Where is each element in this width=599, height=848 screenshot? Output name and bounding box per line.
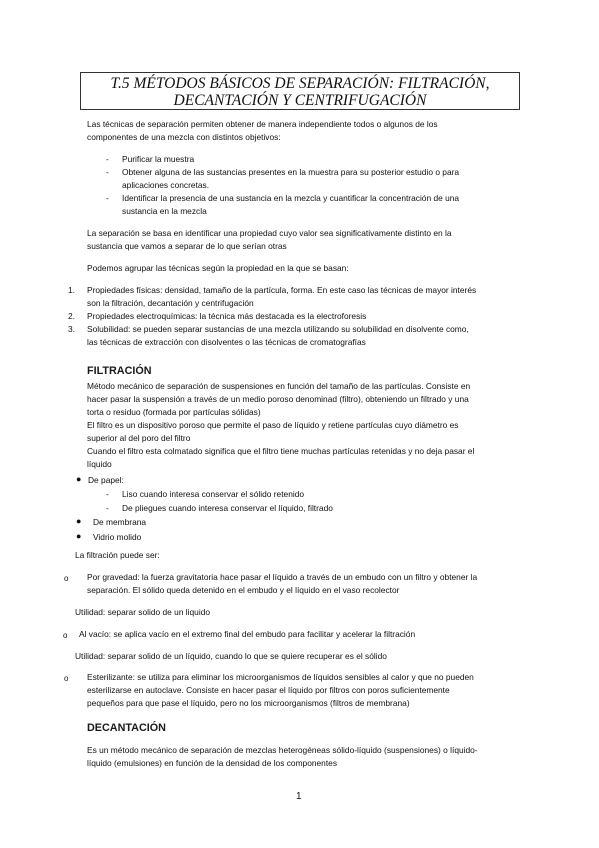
bullet-circle: o bbox=[64, 574, 69, 583]
esteril-line-3: pequeños para que pase el líquido, pero no los microorganismos (filtros de membrana) bbox=[87, 698, 410, 708]
basis-line-2: sustancia que vamos a separar de lo que serían otras bbox=[87, 241, 287, 251]
property-2-line-1: Propiedades electroquímicas: la técnica más destacada es la electroforesis bbox=[87, 311, 367, 321]
section-heading-decantacion: DECANTACIÓN bbox=[87, 722, 166, 734]
basis-line-1: La separación se basa en identificar una propiedad cuyo valor sea significativamente distinto en la bbox=[87, 228, 452, 238]
page-number: 1 bbox=[296, 791, 302, 802]
filter-type-vidrio: Vidrio molido bbox=[93, 532, 142, 542]
list-number: 1. bbox=[68, 285, 75, 295]
filtracion-line-4: El filtro es un dispositivo poroso que permite el paso de líquido y retiene partículas cuyo diámetro es bbox=[87, 420, 459, 430]
filtracion-line-1: Método mecánico de separación de suspensiones en función del tamaño de las partículas. Consiste en bbox=[87, 381, 471, 391]
filtracion-line-5: superior al del poro del filtro bbox=[87, 433, 191, 443]
filter-type-membrana: De membrana bbox=[93, 517, 147, 527]
utilidad-1: Utilidad: separar solido de un liquido bbox=[75, 607, 211, 617]
filtracion-line-3: torta o residuo (formada por partículas sólidas) bbox=[87, 407, 261, 417]
gravedad-line-2: separación. El sólido queda detenido en el embudo y el líquido en el vaso recolector bbox=[87, 585, 400, 595]
bullet-circle: o bbox=[63, 631, 68, 640]
bullet-dot: ● bbox=[76, 531, 82, 541]
decantacion-line-2: líquido (emulsiones) en función de la densidad de los componentes bbox=[87, 758, 338, 768]
list-dash: - bbox=[106, 154, 109, 164]
title-line-1: T.5 MÉTODOS BÁSICOS DE SEPARACIÓN: FILTRACIÓN, bbox=[110, 75, 490, 92]
filtracion-line-6: Cuando el filtro esta colmatado significa que el filtro tiene muchas partículas retenidas y no deja pasar el bbox=[87, 446, 475, 456]
property-3-line-1: Solubilidad: se pueden separar sustancias de una mezcla utilizando su solubilidad en disolvente como, bbox=[87, 324, 469, 334]
objective-3-line-1: Identificar la presencia de una sustancia en la mezcla y cuantificar la concentración de una bbox=[122, 193, 460, 203]
title-line-2: DECANTACIÓN Y CENTRIFUGACIÓN bbox=[173, 92, 427, 109]
objective-2-line-2: aplicaciones concretas. bbox=[122, 180, 210, 190]
property-3-line-2: las técnicas de extracción con disolventes o las técnicas de cromatografías bbox=[87, 337, 366, 347]
vacio-text: Al vacío: se aplica vacío en el extremo final del embudo para facilitar y acelerar la filtración bbox=[79, 629, 416, 639]
esteril-line-2: esterilizarse en autoclave. Consiste en hacer pasar el líquido por filtros con poros suficientemente bbox=[87, 685, 450, 695]
gravedad-line-1: Por gravedad: la fuerza gravitatoria hace pasar el líquido a través de un embudo con un filtro y obtener la bbox=[87, 572, 478, 582]
property-1-line-2: son la filtración, decantación y centrifugación bbox=[87, 298, 254, 308]
title-box bbox=[80, 72, 520, 110]
filter-type-papel: De papel: bbox=[88, 475, 124, 485]
objective-1: Purificar la muestra bbox=[122, 154, 195, 164]
esteril-line-1: Esterilizante: se utiliza para eliminar los microorganismos de líquidos sensibles al calor y que no pueden bbox=[87, 672, 474, 682]
list-number: 3. bbox=[68, 324, 75, 334]
bullet-dot: ● bbox=[76, 474, 82, 484]
grouping-text: Podemos agrupar las técnicas según la propiedad en la que se basan: bbox=[87, 263, 349, 273]
papel-sub-1: Liso cuando interesa conservar el sólido retenido bbox=[122, 489, 305, 499]
intro-line-2: componentes de una mezcla con distintos objetivos: bbox=[87, 132, 281, 142]
list-dash: - bbox=[106, 193, 109, 203]
objective-2-line-1: Obtener alguna de las sustancias presentes en la muestra para su posterior estudio o para bbox=[122, 167, 460, 177]
filtracion-puede-ser: La filtración puede ser: bbox=[75, 550, 160, 560]
section-heading-filtracion: FILTRACIÓN bbox=[87, 365, 152, 377]
filtracion-line-2: hacer pasar la suspensión a través de un medio poroso denominad (filtro), obteniendo un filtrado y una bbox=[87, 394, 469, 404]
property-1-line-1: Propiedades físicas: densidad, tamaño de la partícula, forma. En este caso las técnicas de mayor interés bbox=[87, 285, 477, 295]
utilidad-2: Utilidad: separar solido de un líquido, cuando lo que se quiere recuperar es el sólido bbox=[75, 651, 387, 661]
papel-sub-2: De pliegues cuando interesa conservar el líquido, filtrado bbox=[122, 503, 333, 513]
filtracion-line-7: líquido bbox=[87, 459, 112, 469]
bullet-dot: ● bbox=[76, 516, 82, 526]
list-dash: - bbox=[106, 489, 109, 499]
objective-3-line-2: sustancia en la mezcla bbox=[122, 206, 207, 216]
bullet-circle: o bbox=[64, 674, 69, 683]
decantacion-line-1: Es un método mecánico de separación de mezclas heterogéneas sólido-líquido (suspensiones) o líquido- bbox=[87, 745, 478, 755]
list-number: 2. bbox=[68, 311, 75, 321]
intro-line-1: Las técnicas de separación permiten obtener de manera independiente todos o algunos de los bbox=[87, 119, 438, 129]
list-dash: - bbox=[106, 167, 109, 177]
list-dash: - bbox=[106, 503, 109, 513]
